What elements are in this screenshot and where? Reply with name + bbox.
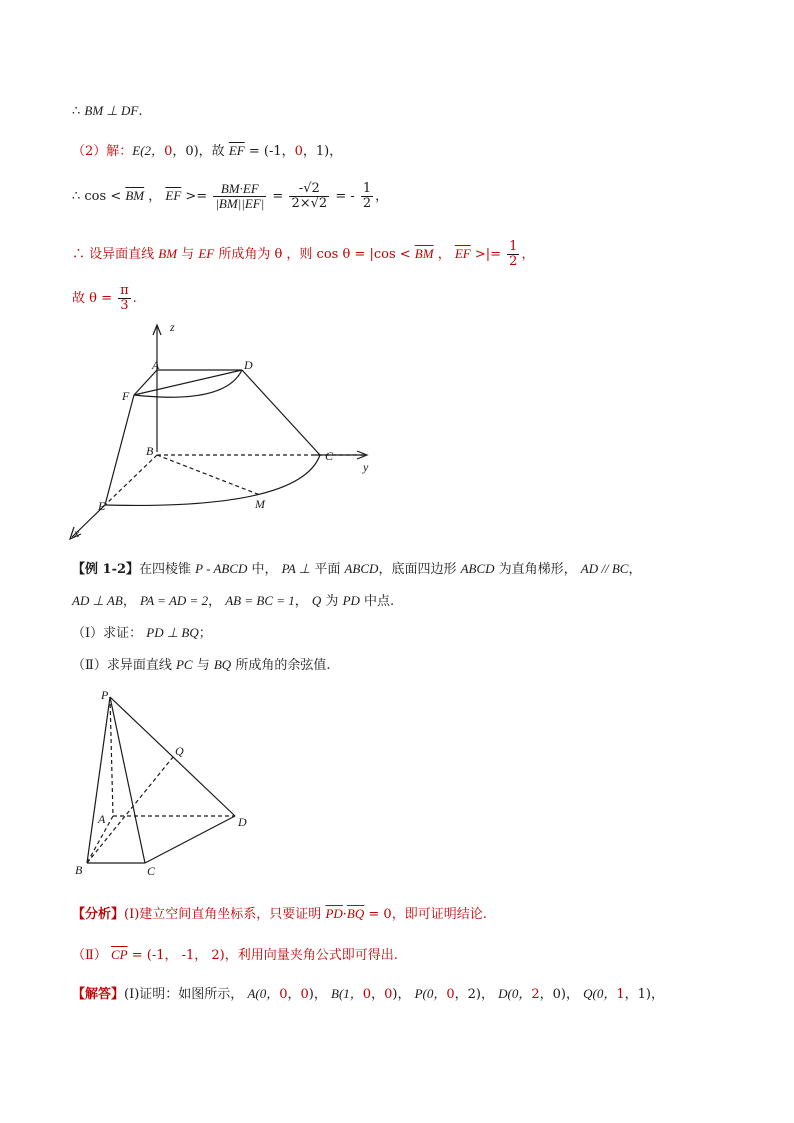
text: ，1)，	[302, 144, 343, 159]
fraction-half	[507, 240, 519, 269]
text: = 0，即可证明结论.	[364, 907, 487, 922]
math: AB = BC = 1	[225, 593, 295, 608]
text: ∴ cos <	[72, 189, 126, 204]
text: (Ⅰ)建立空间直角坐标系，只要证明	[124, 907, 326, 922]
solution-line	[72, 983, 664, 1002]
example-tag: 【例 1-2】	[72, 562, 140, 577]
numerator: BM·EF	[213, 182, 266, 197]
dot: ·	[342, 907, 347, 922]
edge-pa	[110, 697, 113, 816]
part-label: （2）解：	[72, 144, 133, 159]
theta-result	[72, 284, 137, 313]
fraction-half	[361, 182, 373, 211]
math: PD	[342, 593, 360, 608]
example-1-2-line-2	[72, 590, 394, 609]
line-ef: EF	[198, 246, 215, 261]
numerator: 1	[362, 181, 372, 196]
point-e: E(2，	[132, 143, 165, 158]
label-a: A	[98, 812, 106, 826]
coord-red: 0	[294, 144, 303, 159]
vector-bm: $\overline{BM}$	[125, 188, 145, 203]
fraction-pi-3	[118, 284, 131, 313]
text: ，底面四边形	[378, 562, 461, 577]
math: BQ	[213, 657, 232, 672]
solution-tag: 【解答】	[72, 987, 125, 1002]
coord-red: 0	[164, 144, 173, 159]
text: 与	[177, 247, 199, 262]
text: ，2)，	[454, 987, 499, 1002]
edge-pc	[110, 697, 145, 863]
text: ，	[371, 987, 385, 1002]
point-q: Q(0，	[583, 986, 617, 1001]
segment-bm	[157, 455, 260, 495]
analysis-line-2	[72, 944, 398, 963]
text: 为直角梯形，	[494, 562, 581, 577]
text: )，	[308, 987, 332, 1002]
math: AD // BC	[580, 561, 629, 576]
text: 平面	[310, 562, 345, 577]
numerator: 1	[509, 239, 518, 254]
text: （Ⅱ）	[72, 948, 111, 963]
text: >=	[181, 189, 212, 204]
coord-red: 0	[446, 987, 455, 1002]
example-1-2-line-1	[72, 558, 641, 577]
denominator: 3	[120, 298, 129, 313]
label-e: E	[98, 499, 106, 513]
text: (Ⅰ)证明：如图所示，	[124, 987, 248, 1002]
label-a: A	[152, 358, 160, 372]
denominator: 2	[362, 196, 372, 211]
text: 中点.	[359, 594, 395, 609]
coord-red: 1	[616, 987, 625, 1002]
text: ，	[122, 594, 140, 609]
text: （Ⅱ）求异面直线	[72, 658, 176, 673]
text: ，	[521, 247, 535, 262]
x-axis-dashed	[105, 455, 157, 505]
coord-red: 0	[384, 987, 393, 1002]
text: （Ⅰ）求证：	[72, 626, 147, 641]
edge-cd	[145, 816, 235, 863]
fraction-dot-product	[213, 182, 266, 211]
math: ABCD	[344, 561, 379, 576]
denominator: 2	[509, 254, 518, 269]
label-m: M	[255, 497, 265, 511]
text: >|=	[470, 247, 506, 262]
math: ABCD	[460, 561, 495, 576]
label-f: F	[122, 389, 130, 403]
text: =	[268, 189, 288, 204]
numerator: π	[120, 283, 129, 298]
point-a: A(0，	[247, 986, 280, 1001]
edge-af	[134, 370, 157, 395]
text: ；	[198, 626, 212, 641]
text: = (-1， -1， 2)，利用向量夹角公式即可得出.	[127, 948, 398, 963]
coord-red: 0	[279, 987, 288, 1002]
point-d: D(0，	[498, 986, 532, 1001]
line-bm: BM	[158, 246, 178, 261]
text: ，	[375, 189, 389, 204]
text: 与	[192, 658, 214, 673]
label-d: D	[244, 358, 253, 372]
label-z: z	[170, 320, 175, 334]
figure-frustum-coordinate	[60, 315, 390, 545]
period: .	[132, 291, 137, 306]
text: ，0)，	[539, 987, 584, 1002]
label-y: y	[363, 460, 369, 474]
text: 所成角为 θ ，则 cos θ = |cos <	[214, 247, 415, 262]
text: ，	[208, 594, 226, 609]
label-x: x	[74, 526, 80, 540]
vector-ef: $\overline{EF}$	[165, 188, 182, 203]
denominator: 2×√2	[291, 196, 328, 211]
math: P - ABCD	[195, 561, 248, 576]
arc-bottom	[105, 455, 320, 505]
math: PA ⊥	[281, 561, 311, 576]
text: 中，	[247, 562, 282, 577]
text: = -	[331, 189, 355, 204]
angle-line	[72, 240, 534, 269]
text: ，	[287, 987, 301, 1002]
figure-pyramid	[65, 685, 265, 880]
question-2	[72, 654, 330, 673]
label-q: Q	[175, 744, 184, 758]
numerator: -√2	[289, 182, 329, 197]
text: = (-1，	[244, 144, 295, 159]
vector-cp: $\overline{CP}$	[110, 947, 128, 962]
text: ，	[144, 189, 166, 204]
text: ，0)，故	[172, 144, 229, 159]
text: 在四棱锥	[139, 562, 196, 577]
label-d: D	[238, 815, 247, 829]
edge-dc	[242, 370, 320, 455]
text: 所成角的余弦值.	[231, 658, 331, 673]
label-c: C	[325, 449, 334, 463]
therefore: ∴	[72, 104, 85, 119]
vector-bm: $\overline{BM}$	[414, 246, 434, 261]
text: 为	[321, 594, 343, 609]
label-b: B	[75, 863, 83, 877]
perp-statement: BM ⊥ DF	[84, 103, 139, 118]
edge-pd	[110, 697, 235, 816]
label-b: B	[146, 444, 154, 458]
proof-line-1	[72, 103, 142, 119]
edge-fe	[105, 395, 134, 505]
text: 故 θ =	[72, 291, 117, 306]
question-1	[72, 622, 212, 641]
point-p: P(0，	[414, 986, 447, 1001]
solution-2-line	[72, 140, 342, 159]
text: ，1)，	[624, 987, 664, 1002]
coord-red: 0	[362, 987, 372, 1002]
math: PC	[175, 657, 193, 672]
vector-pd: $\overline{PD}$	[325, 906, 343, 921]
math: PA = AD = 2	[139, 593, 209, 608]
text: ，	[433, 247, 455, 262]
coord-red: 0	[300, 987, 309, 1002]
coord-red: 2	[531, 987, 540, 1002]
label-p: P	[101, 688, 109, 702]
text: ，	[628, 562, 642, 577]
analysis-line-1	[72, 903, 487, 922]
edge-fd	[134, 370, 242, 395]
fraction-value	[289, 182, 329, 211]
point-b: B(1，	[331, 986, 363, 1001]
vector-ef: $\overline{EF}$	[228, 143, 245, 158]
math: PD ⊥ BQ	[146, 625, 199, 640]
denominator: |BM||EF|	[215, 196, 265, 211]
text: ，	[294, 594, 312, 609]
cosine-formula-line	[72, 182, 388, 211]
vector-ef: $\overline{EF}$	[454, 246, 471, 261]
text: )，	[392, 987, 415, 1002]
period: .	[138, 104, 143, 119]
text: ∴ 设异面直线	[72, 247, 159, 262]
math: AD ⊥ AB	[72, 593, 123, 608]
label-c: C	[147, 864, 156, 878]
vector-bq: $\overline{BQ}$	[346, 906, 365, 921]
analysis-tag: 【分析】	[72, 907, 125, 922]
math: Q	[311, 593, 322, 608]
